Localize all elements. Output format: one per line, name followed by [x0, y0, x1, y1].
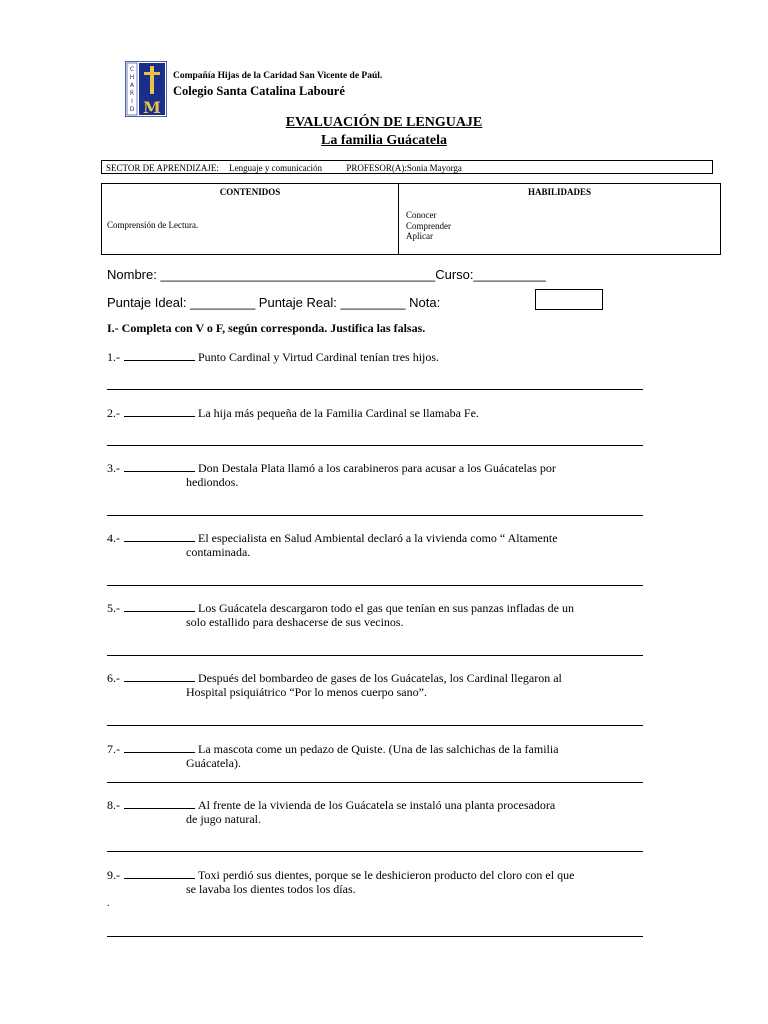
habilidad-item: Comprender: [406, 220, 451, 231]
answer-blank[interactable]: [124, 531, 195, 542]
question-4: 4.- El especialista en Salud Ambiental declaró a la vivienda como “ Altamente contaminada.: [107, 531, 558, 559]
sector-label: SECTOR DE APRENDIZAJE:: [106, 163, 219, 173]
svg-text:R: R: [129, 90, 135, 97]
justification-line[interactable]: [107, 655, 643, 656]
sector-row: [101, 160, 713, 174]
question-9: 9.- Toxi perdió sus dientes, porque se le deshicieron producto del cloro con el que se lavaba los dientes todos los días.: [107, 868, 575, 896]
justification-line[interactable]: [107, 782, 643, 783]
answer-blank[interactable]: [124, 798, 195, 809]
nombre-curso-line[interactable]: Nombre: ______________________________________Curso:__________: [107, 267, 546, 282]
question-5: 5.- Los Guácatela descargaron todo el gas que tenían en sus panzas infladas de un solo estallido para deshacerse de sus vecinos.: [107, 601, 574, 629]
contenido-cell: Comprensión de Lectura.: [107, 220, 199, 230]
organization-name: Compañía Hijas de la Caridad San Vicente de Paúl.: [173, 71, 383, 81]
answer-blank[interactable]: [124, 742, 195, 753]
justification-line[interactable]: [107, 725, 643, 726]
document-subtitle: La familia Guácatela: [321, 133, 447, 148]
stray-mark: .: [107, 898, 110, 909]
answer-blank[interactable]: [124, 461, 195, 472]
justification-line[interactable]: [107, 515, 643, 516]
svg-text:M: M: [143, 98, 161, 117]
school-name: Colegio Santa Catalina Labouré: [173, 84, 345, 98]
question-7: 7.- La mascota come un pedazo de Quiste. (Una de las salchichas de la familia Guácatela).: [107, 742, 559, 770]
question-1: 1.- Punto Cardinal y Virtud Cardinal tenían tres hijos.: [107, 350, 440, 364]
justification-line[interactable]: [107, 851, 643, 852]
instructions: I.- Completa con V o F, según corresponda. Justifica las falsas.: [107, 321, 426, 335]
svg-text:H: H: [129, 74, 135, 81]
answer-blank[interactable]: [124, 406, 195, 417]
question-2: 2.- La hija más pequeña de la Familia Cardinal se llamaba Fe.: [107, 406, 479, 420]
school-logo: [125, 61, 167, 117]
habilidades-cell: [406, 210, 451, 242]
habilidad-item: Conocer: [406, 210, 437, 220]
justification-line[interactable]: [107, 389, 643, 390]
habilidades-header: HABILIDADES: [527, 187, 592, 197]
justification-line[interactable]: [107, 936, 643, 937]
puntaje-line[interactable]: Puntaje Ideal: _________ Puntaje Real: _________ Nota:: [107, 295, 441, 310]
question-8: 8.- Al frente de la vivienda de los Guácatela se instaló una planta procesadora de jugo natural.: [107, 798, 556, 826]
question-3: 3.- Don Destala Plata llamó a los carabineros para acusar a los Guácatelas por hediondos.: [107, 461, 556, 489]
answer-blank[interactable]: [124, 350, 195, 361]
contenidos-header: CONTENIDOS: [219, 187, 281, 197]
document-title: EVALUACIÓN DE LENGUAJE: [285, 115, 483, 130]
svg-text:C: C: [129, 66, 135, 73]
svg-text:A: A: [129, 82, 135, 89]
habilidad-item: Aplicar: [406, 231, 433, 241]
answer-blank[interactable]: [124, 601, 195, 612]
nota-box[interactable]: [535, 289, 603, 310]
content-skills-table: [101, 183, 721, 255]
justification-line[interactable]: [107, 445, 643, 446]
answer-blank[interactable]: [124, 671, 195, 682]
justification-line[interactable]: [107, 585, 643, 586]
svg-text:D: D: [129, 106, 135, 113]
sector-value: Lenguaje y comunicación: [229, 163, 323, 173]
svg-text:I: I: [131, 98, 133, 105]
question-6: 6.- Después del bombardeo de gases de los Guácatelas, los Cardinal llegaron al Hospital psiquiátrico “Por lo menos cuerpo sano”.: [107, 671, 562, 699]
profesor-label: PROFESOR(A):Sonia Mayorga: [346, 163, 462, 173]
answer-blank[interactable]: [124, 868, 195, 879]
